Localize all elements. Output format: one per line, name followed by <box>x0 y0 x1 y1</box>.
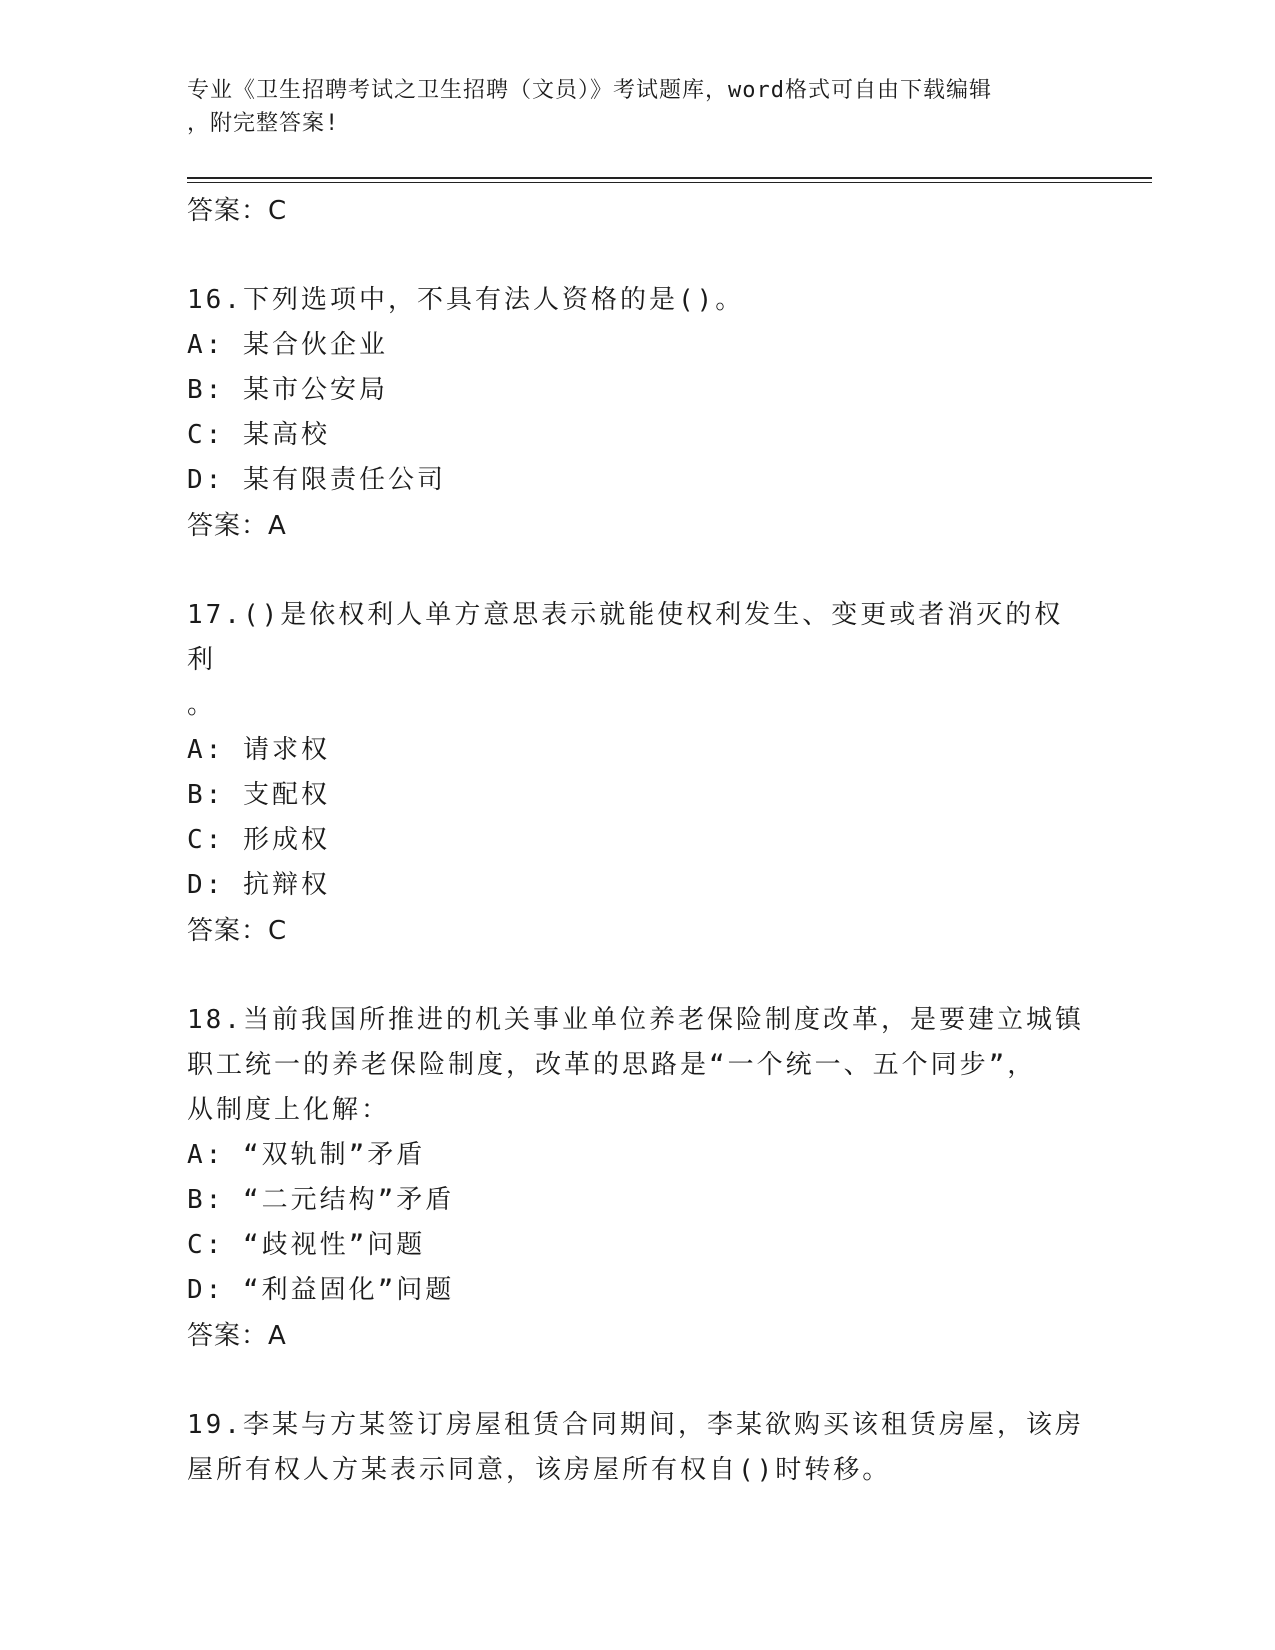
spacer <box>187 954 1087 998</box>
question-stem-continuation: 。 <box>187 690 217 720</box>
question-stem: 19.李某与方某签订房屋租赁合同期间，李某欲购买该租赁房屋，该房 <box>187 1410 1084 1440</box>
option-c: C: “歧视性”问题 <box>187 1230 426 1260</box>
spacer <box>187 1359 1087 1403</box>
question-list <box>187 188 1087 1493</box>
option-d: D: 抗辩权 <box>187 870 330 900</box>
question-16 <box>187 278 1087 549</box>
option-c: C: 形成权 <box>187 825 330 855</box>
header-rule-thick <box>187 177 1152 179</box>
question-stem: 17.()是依权利人单方意思表示就能使权利发生、变更或者消灭的权利 <box>187 600 1064 675</box>
question-stem: 16.下列选项中，不具有法人资格的是()。 <box>187 285 745 315</box>
question-17 <box>187 593 1087 954</box>
option-a: A: “双轨制”矛盾 <box>187 1140 426 1170</box>
answer-line: 答案：C <box>187 916 288 946</box>
header-note <box>187 74 1067 140</box>
header-note-line-1: 专业《卫生招聘考试之卫生招聘（文员）》考试题库，word格式可自由下载编辑 <box>187 78 992 103</box>
option-c: C: 某高校 <box>187 420 330 450</box>
question-19 <box>187 1403 1087 1493</box>
spacer <box>187 549 1087 593</box>
option-b: B: 支配权 <box>187 780 330 810</box>
question-stem: 18.当前我国所推进的机关事业单位养老保险制度改革，是要建立城镇 <box>187 1005 1084 1035</box>
option-b: B: “二元结构”矛盾 <box>187 1185 455 1215</box>
option-b: B: 某市公安局 <box>187 375 388 405</box>
option-d: D: 某有限责任公司 <box>187 465 446 495</box>
option-a: A: 某合伙企业 <box>187 330 388 360</box>
question-stem-continuation: 从制度上化解： <box>187 1095 391 1125</box>
answer-line: 答案：A <box>187 1321 287 1351</box>
question-stem-continuation: 屋所有权人方某表示同意，该房屋所有权自()时转移。 <box>187 1455 892 1485</box>
header-note-line-2: ，附完整答案! <box>187 111 340 136</box>
answer-line: 答案：A <box>187 511 287 541</box>
previous-answer: 答案：C <box>187 196 288 226</box>
option-d: D: “利益固化”问题 <box>187 1275 455 1305</box>
question-stem-continuation: 职工统一的养老保险制度，改革的思路是“一个统一、五个同步”， <box>187 1050 1037 1080</box>
spacer <box>187 234 1087 278</box>
option-a: A: 请求权 <box>187 735 330 765</box>
question-18 <box>187 998 1087 1359</box>
header-rule-thin <box>187 182 1152 183</box>
